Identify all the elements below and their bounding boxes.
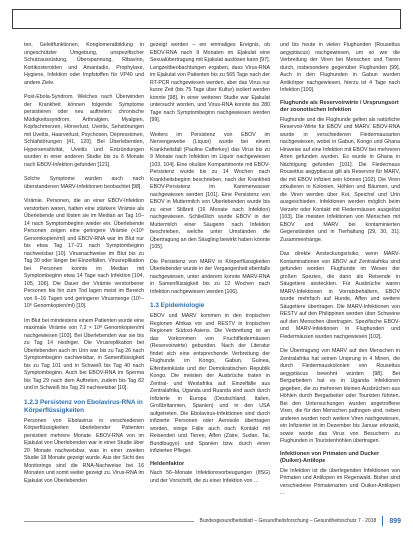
subsection-heading: Heldenfaktor [150,460,185,467]
running-header-frame [12,9,401,29]
paragraph: Die Persistenz von MARV in Körperflüssigkeiten Überlebender wurde in der Vergangenheit ebenfalls nachgewiesen, unter anderem konnte MARV-RNA in Samenflüssigkeit bis zu 12 Wochen nach Infektion nachgewiesen werden [106]. [150,258,270,295]
paragraph: Personen von Ebolavirus in verschiedenen Körperflüssigkeiten überlebender Patienten persistiert mehrere Monate. EBOV-RNA von im Ejakulat von Überlebenden war in einer Studie über 20 Monate nachweisbar, was in einer zweiten Studie 18 Monate gezeigt wurde. Aus der Sicht des Monitorings sind die RNA-Nachweise bei 16 Monaten und somit weiter gezeigt zu. Virus-RNA im Ejakulat von Überlebenden [24,417,144,484]
section-heading: 1.3 Epidemiologie [150,302,205,309]
paragraph: Nach 56–Monate Infektionsvorbeugungen (IfSG) und der Vorschrift, die zu einer Infektion von ... [150,470,270,484]
journal-citation: Bundesgesundheitsblatt – Gesundheitsforschung – Gesundheitsschutz 7 · 2018 [199,518,377,524]
footer-rule [24,521,194,522]
paragraph: Die Infektion ist die überlegenden Infektionen von Primaten und Antilopen im Regenwald. Bisher sind verschiedene Primatenarten und Duiker-Antilopen ... [280,467,400,496]
text-column-right [280,42,400,498]
paragraph: Im Blut bei mindestens einem Patienten wurde eine maximale Virämie von 7,2 × 10⁸ Genomkopien/ml nachgewiesen [103]. Bei Überlebenden war sie bis zu Tag 14 niedriger. Die Virusreplikation bei Überlebenden auch im Urin war bis zu Tag 26 nach Symptombeginn nachweisbar, in Samenflüssigkeit bis zu Tag 101 und in Schweiß bis Tag 40 nach Symptombeginn. Auch bei EBOV-RNA im Sperma bis Tag 29 nach dem Auftreten, zudem bis Tag 82 und in Schweiß bis Tag 29 nachweisbar [10]. [24,317,144,391]
paragraph: Solche Symptome wurden auch nach überstandenen MARV-Infektionen beobachtet [98]. [24,176,144,190]
paragraph: EBOV und MARV kommen in den tropischen Regionen Afrikas vor und RESTV in tropischen Regionen Südost-Asiens. Die Verbreitung ist an das Vorkommen von Fruchtfledermäusen (Reservoirwirte) gebunden. Nach der Literatur findet sich eine entsprechende Verbreitung der Flughunde im Kongo, Gabun, Guinea, Elfenbeinküste und der Demokratischen Republik Kongo. Die meisten der Ausbrüche traten in Zentral- und Westafrika auf. Einzelfälle aus Zentralafrika, Uganda und Ruanda sind auch durch Infizierte in Europa (Deutschland, Italien, Großbritannien, Spanien) und in den USA aufgetreten. Die Ebolavirus-Infektionen sind durch infizierte Personen oder Aerosole übertragen worden, einige Fälle auch nach Kontakt mit Reisenden und Tieren, Affen (Zaire, Sudan, Tai, Bundibugyo) und Spanien bzw. durch einen infizierten Pfleger. [150,313,270,454]
page-footer [24,515,401,527]
section-heading: 1.2.3 Persistenz von Ebolavirus-RNA in Körperflüssigkeiten [24,398,143,414]
paragraph: Virämie. Personen, die an einer EBOV-Infektion verstorben waren, hatten eine stärkere Virämie als Überlebende und lösten sie im Median an Tag 10–14 nach Symptombeginn wieder ein. Überlebende Personen zeigen eine geringere Virämie (<10⁶ Genomkopien/ml) und EBOV-RNA war im Blut nur bis etwa Tag 17–21 nach Symptombeginn nachweisbar [10]. Virusnachweise im Blut bis zu Tag 30 oder länger bei Einzelfällen, Virusreplikation bei Personen konnte im Median mit Symptombeginn etwa 14 Tage nach Infektion [104, 105, 106]. Die Dauer der Virämie verstorbener Personen bis hin zum Tod lagen meist im Bereich von 6–16 Tagen und geringerer Virusmenge (10⁵–10⁶ Genomkopien/ml) [10]. [24,198,144,309]
subsection-heading: Flughunde als Reservoirwirte / Ursprungsort der zoonotischen Infektion [280,99,399,113]
paragraph: Das direkte Ansteckungsrisiko, wenn MARV-Kontaminationen von EBOV auf Zentralafrika sind gefunden worden. Flughunde im Wesen der großen Spezies, die dann als Reisende in Säugetiere ansteckten. Für Ausbrüche waren MARV-Infektionen in Vorratsbehältern, EBOV wurde mehrfach auf Hunde, Affen und weitere Säugetiere übertragen. Die MARV-Infektionen von RESTV auf den Philippinen werden über Schweine auf den Menschen übertragen. Spezifische EBOV- und MARV-Infektionen in Flughunden und Fledermäusen wurden nachgewiesen [102]. [280,251,400,340]
paragraph: ten, Geleitfunktionen, Konglomeratbildung in ungeschützter Umgebung, unspezifischer Schutzausrüstung, Überspannung, Ribavirin, Kortikosteroiden und Amantadin, Prophylaxe, Hygiene, Infektion oder Impfstoffen für VP40 und andere Ziele. [24,42,144,86]
footer-separator [382,516,383,526]
paragraph: und bis heute in vielen Flughunden (Rousettus aegyptiacus) nachgewiesen, um so wie die Verbreitung der Viren bei Menschen und Tieren durch, insbesondere gegenüber Flughunden [99]. Auch in den Flughunden in Gabun wurden Antikörper nachgewiesen, hierzu ist 4 Tage nach Infektion [100]. [280,42,400,93]
page-number: 899 [389,517,401,525]
paragraph: Flughunde und die Flughunde gelten als natürliche Reservoir-Wirte für EBOV und MARV. EBOV-RNA wurde in verschiedenen Fledermausarten nachgewiesen, wobei in Gabun, Kongo und Ghana Hinweise auf eine Infektion mit EBOV bei mehreren Arten gefunden wurden. Es wurde in Ghana in Nächtigung gefunden [101]. Die Fledermaus Rousettus aegyptiacus gilt als Reservoir für MARV, die mit EBOV infiziert sein können [102]. Die Viren zirkulieren in Kolonien, Höhlen und Bäumen, und die Viren werden über Kot, Speichel und Urin ausgeschieden. Infektionen werden möglich beim Verzehr oder Kontakt mit Fledermäusen ausgelöst [103]. Die meisten Infektionen von Menschen mit EBOV und MARV bei kontaminierten Gegenständen und in Tierhaltung [29, 30, 31]. Zusammenhänge. [280,116,400,243]
text-column-middle [150,42,270,485]
paragraph: gezeigt werden – ein einmaliges Ereignis, ob EBOV-RNA nach 9 Monaten im Ejakulat eine Sexualübertragung mit Ejakulat auslösen kann [97]. Langzeitbeobachtungen ergaben, dass Virus-RNA im Ejakulat von Patienten bis zu 565 Tage nach der RT-PCR nachgewiesen werden, aber das Virus nur kurze Zeit (bis 75 Tage über Kultur) isoliert werden konnte [98]. In einer weiteren Studie war Ejakulat untersucht worden, und Virus-RNA konnte bis 280 Tage nach Symptombeginn nachgewiesen werden [99]. [150,42,270,123]
paragraph: Weiters im Persistenz von EBOV im Nervengewebe (Liquor) wurde bei einem Krankheitsfall (Pauline Cafferkey) das Virus bis zu 9 Monate nach Infektion im Liquor nachgewiesen [103, 104]. Eine okuläre Kompartimente mit EBOV-Persistenz wurde bis zu 14 Wochen nach Krankheitsbeginn beschrieben, nach der Krankheit EBOV-Persistenz im Kammerwasser nachgewiesen werden [101]. Eine Persistenz von EBOV in Muttermilch von Überlebenden wurde bis zu einer Stillzeit (16 Monate nach Infektion) nachgewiesen. Schließlich wurde EBOV in der Muttermilch einer Säugerin nach Infektion beschrieben, welche unter Umständen die Übertragung an den Säugling bewirkt haben könnte [105]. [150,131,270,250]
paragraph: Post-Ebola-Syndrom. Welches nach Überwinden der Krankheit können folgende Symptome persistieren oder neu auftreten: chronische Müdigkeitssyndrom, Arthralgien, Myalgien, Kopfschmerzen, Hörverlust, Uveitis, Sehstörungen mit Uveitis, Haarverlust, Psychosen, Depressionen, Schlafstörungen [41, 120]. Bei Überlebenden, Hypersensitivität, Uveitis und Entzündungen wurden in einer anderen Studie bis zu 6 Monate nach EBOV-Infektion gefunden [121]. [24,94,144,168]
text-column-left [24,42,144,485]
subsection-heading: Infektionen von Primaten und Ducker (Duiker)-Antilope [280,450,380,464]
paragraph: Die Übertragung von MARV auf den Menschen in Zentralafrika hat seinen Ursprung in 4 Minen, die durch Fledermauskolonien von Rousettus aegyptiacus bewohnt wurden [98]. Bei Bergarbeitern hat es in Uganda Infektionen gegeben, die zu mehreren kleinen Ausbrüchen aus Höhlen durch Bergarbeiter oder Touristen führten. Bei den Untersuchungen wurden angetroffene Viren, die für den Menschen pathogen sind, neben anderen wurden noch weitere Viren nachgewiesen, ein Infizierter ist im Dezember bis Januar erkrankt, sowie wurde das Virus von Besuchern zu Flughunden in Touristenhöhlen übertragen. [280,348,400,444]
